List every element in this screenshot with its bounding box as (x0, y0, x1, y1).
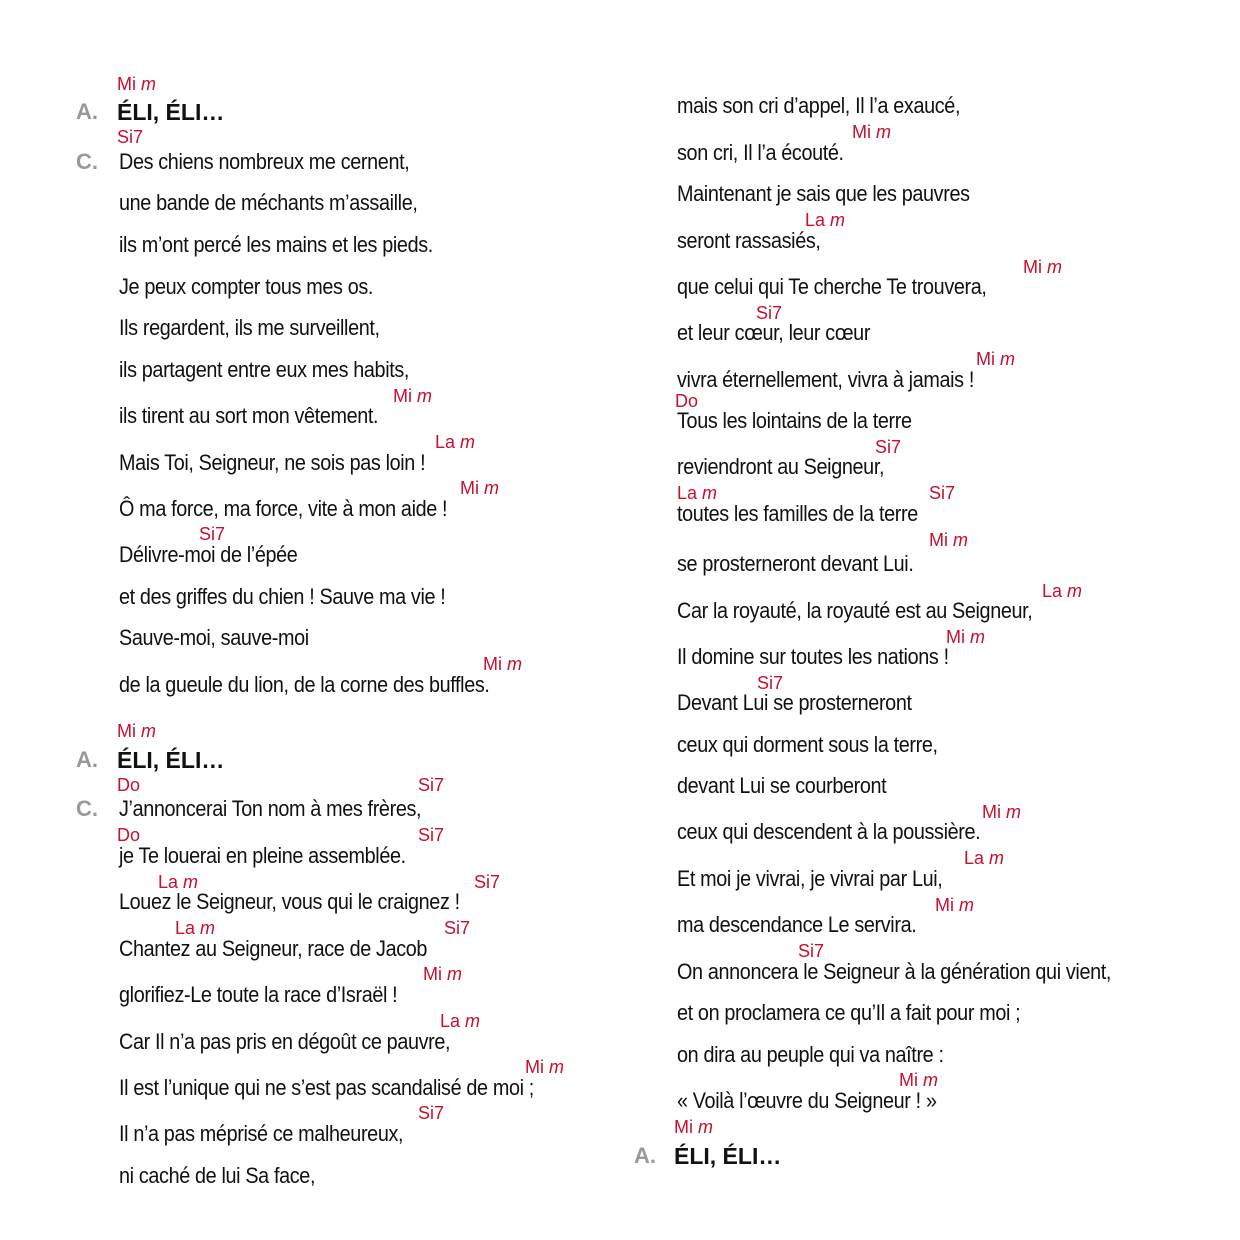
chord (982, 802, 1021, 822)
lyric-line: Car Il n’a pas pris en dégoût ce pauvre, (119, 1029, 451, 1054)
chord-root: Mi (483, 654, 502, 674)
lyric-line: reviendront au Seigneur, (677, 454, 885, 479)
refrain-text: ÉLI, ÉLI… (117, 99, 225, 125)
chord: Do (675, 391, 699, 411)
lyric-line: toutes les familles de la terre (677, 501, 918, 526)
lyric-line: On annoncera le Seigneur à la génération qui vient, (677, 959, 1112, 984)
chord-root: Mi (946, 627, 965, 647)
chord-root: Mi (929, 530, 948, 550)
chord (423, 964, 462, 984)
chord-minor: m (970, 627, 986, 647)
lyric-line: Louez le Seigneur, vous qui le craignez ! (119, 889, 460, 914)
antienne-label: A. (634, 1143, 656, 1168)
chord-minor: m (549, 1057, 565, 1077)
chord-root: La (677, 483, 698, 503)
chord-minor: m (1067, 581, 1083, 601)
lyric-line: ma descendance Le servira. (677, 912, 917, 937)
lyric-line: ni caché de lui Sa face, (119, 1163, 316, 1188)
chord-minor: m (830, 210, 846, 230)
chord-minor: m (953, 530, 969, 550)
chord-minor: m (698, 1117, 714, 1137)
chord (674, 1117, 713, 1137)
chord-minor: m (1006, 802, 1022, 822)
chord: Si7 (418, 1103, 445, 1123)
chord-minor: m (141, 74, 157, 94)
chord-root: Mi (976, 349, 995, 369)
chord (852, 122, 891, 142)
lyric-line: ceux qui descendent à la poussière. (677, 819, 981, 844)
chord (1023, 257, 1062, 277)
chord (435, 432, 475, 452)
chord-minor: m (989, 848, 1005, 868)
chord-minor: m (923, 1070, 939, 1090)
chord-root: Mi (935, 895, 954, 915)
lyric-line: Je peux compter tous mes os. (119, 274, 374, 299)
chord (393, 386, 432, 406)
chord-root: Mi (852, 122, 871, 142)
lyric-line: ils m’ont percé les mains et les pieds. (119, 232, 433, 257)
chord-minor: m (959, 895, 975, 915)
antienne-label: A. (76, 747, 98, 772)
couplet-label: C. (76, 149, 98, 174)
chord-root: La (175, 918, 196, 938)
refrain-text: ÉLI, ÉLI… (674, 1143, 782, 1169)
lyric-line: se prosterneront devant Lui. (677, 551, 914, 576)
chord-minor: m (183, 872, 199, 892)
lyric-line: seront rassasiés, (677, 228, 821, 253)
chord: Si7 (798, 941, 825, 961)
chord-minor: m (460, 432, 476, 452)
lyric-line: glorifiez-Le toute la race d’Israël ! (119, 982, 398, 1007)
chord-root: La (1042, 581, 1063, 601)
chord-root: La (440, 1011, 461, 1031)
lyric-line: Il n’a pas méprisé ce malheureux, (119, 1121, 404, 1146)
chord: Si7 (929, 483, 956, 503)
lyric-line: Car la royauté, la royauté est au Seigneur, (677, 598, 1033, 623)
lyric-line: Maintenant je sais que les pauvres (677, 181, 970, 206)
lyric-line: Devant Lui se prosterneront (677, 690, 912, 715)
chord-minor: m (1047, 257, 1063, 277)
lyric-line: Tous les lointains de la terre (677, 408, 912, 433)
lyric-line: Il domine sur toutes les nations ! (677, 644, 949, 669)
chord-root: Mi (899, 1070, 918, 1090)
chord-root: Mi (460, 478, 479, 498)
chord-minor: m (876, 122, 892, 142)
lyric-line: on dira au peuple qui va naître : (677, 1042, 944, 1067)
chord-root: Mi (525, 1057, 544, 1077)
chord-root: La (435, 432, 456, 452)
chord: Si7 (875, 437, 902, 457)
lyric-line: Il est l’unique qui ne s’est pas scandalisé de moi ; (119, 1075, 534, 1100)
chord-minor: m (141, 721, 157, 741)
chord-root: La (158, 872, 179, 892)
chord: Si7 (474, 872, 501, 892)
lyric-line: devant Lui se courberont (677, 773, 887, 798)
chord: Si7 (756, 303, 783, 323)
chord-minor: m (1000, 349, 1016, 369)
lyric-line: que celui qui Te cherche Te trouvera, (677, 274, 987, 299)
chord (929, 530, 968, 550)
lyric-line: Ô ma force, ma force, vite à mon aide ! (119, 496, 448, 521)
chord-minor: m (447, 964, 463, 984)
chord (483, 654, 522, 674)
lyric-line: Et moi je vivrai, je vivrai par Lui, (677, 866, 943, 891)
lyric-line: et on proclamera ce qu’Il a fait pour moi ; (677, 1000, 1021, 1025)
chord: Si7 (199, 524, 226, 544)
lyric-line: mais son cri d’appel, Il l’a exaucé, (677, 93, 961, 118)
lyric-line: et des griffes du chien ! Sauve ma vie ! (119, 584, 446, 609)
chord: Si7 (117, 127, 144, 147)
chord (1042, 581, 1082, 601)
chord-minor: m (507, 654, 523, 674)
lyric-line: et leur cœur, leur cœur (677, 320, 871, 345)
lyric-line: son cri, Il l’a écouté. (677, 140, 844, 165)
chord-minor: m (484, 478, 500, 498)
lyric-line: Sauve-moi, sauve-moi (119, 625, 309, 650)
lyric-line: de la gueule du lion, de la corne des buffles. (119, 672, 490, 697)
lyric-line: « Voilà l’œuvre du Seigneur ! » (677, 1088, 937, 1113)
chord (440, 1011, 480, 1031)
chord: Si7 (444, 918, 471, 938)
chord: Do (117, 825, 141, 845)
chord-root: Mi (117, 74, 136, 94)
chord-minor: m (702, 483, 718, 503)
chord (117, 74, 156, 94)
chord-root: La (964, 848, 985, 868)
chord-minor: m (417, 386, 433, 406)
chord: Si7 (757, 673, 784, 693)
chord-minor: m (200, 918, 216, 938)
chord (976, 349, 1015, 369)
chord (175, 918, 215, 938)
chord-root: Mi (423, 964, 442, 984)
chord-root: La (805, 210, 826, 230)
lyric-line: Ils regardent, ils me surveillent, (119, 315, 380, 340)
lyric-line: J’annoncerai Ton nom à mes frères, (119, 796, 422, 821)
chord (677, 483, 717, 503)
chord (525, 1057, 564, 1077)
lyric-line: ils tirent au sort mon vêtement. (119, 403, 379, 428)
chord: Si7 (418, 775, 445, 795)
chord (935, 895, 974, 915)
refrain-text: ÉLI, ÉLI… (117, 747, 225, 773)
chord-root: Mi (393, 386, 412, 406)
lyric-line: Chantez au Seigneur, race de Jacob (119, 936, 428, 961)
chord-minor: m (465, 1011, 481, 1031)
lyric-line: Des chiens nombreux me cernent, (119, 149, 410, 174)
antienne-label: A. (76, 99, 98, 124)
lyric-line: Délivre-moi de l’épée (119, 542, 298, 567)
chord (899, 1070, 938, 1090)
chord (964, 848, 1004, 868)
chord: Si7 (418, 825, 445, 845)
chord-root: Mi (117, 721, 136, 741)
lyric-line: je Te louerai en pleine assemblée. (119, 843, 406, 868)
chord (460, 478, 499, 498)
chord-root: Mi (1023, 257, 1042, 277)
lyric-line: Mais Toi, Seigneur, ne sois pas loin ! (119, 450, 426, 475)
chord (946, 627, 985, 647)
chord (117, 721, 156, 741)
lyric-line: ceux qui dorment sous la terre, (677, 732, 938, 757)
chord: Do (117, 775, 141, 795)
lyric-line: ils partagent entre eux mes habits, (119, 357, 410, 382)
chord-root: Mi (674, 1117, 693, 1137)
lyric-line: vivra éternellement, vivra à jamais ! (677, 367, 974, 392)
chord-root: Mi (982, 802, 1001, 822)
couplet-label: C. (76, 796, 98, 821)
lyric-line: une bande de méchants m’assaille, (119, 190, 418, 215)
chord (805, 210, 845, 230)
